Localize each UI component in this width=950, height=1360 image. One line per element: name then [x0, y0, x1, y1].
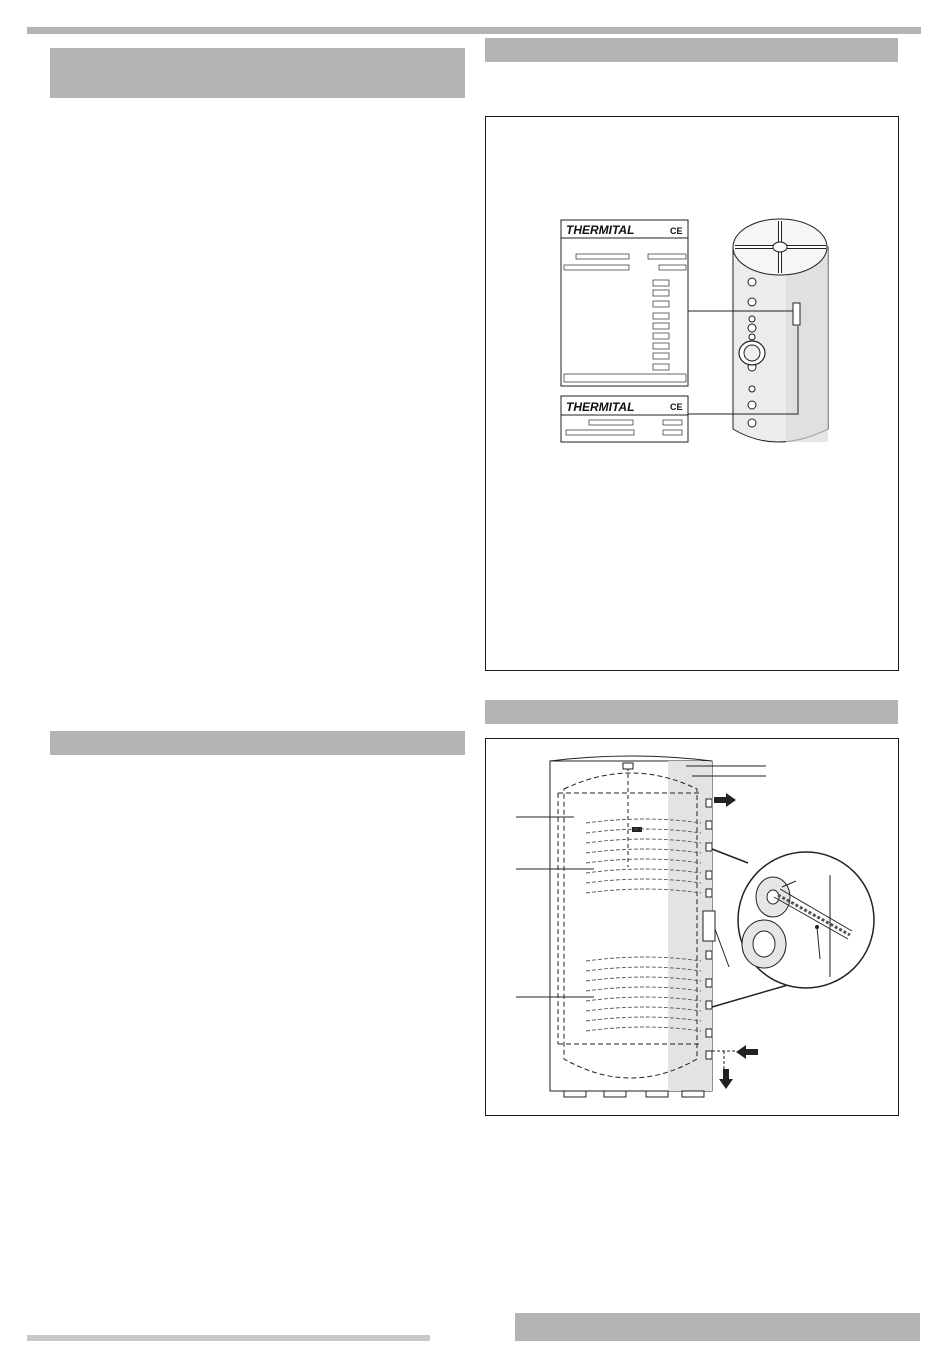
nameplate-small — [561, 396, 688, 442]
tank-body — [550, 756, 715, 1097]
right-section-header-2 — [485, 700, 898, 724]
page-number-tab — [515, 1313, 920, 1341]
figure-tank-cutaway — [485, 738, 899, 1116]
detail-zoom — [712, 849, 874, 1007]
left-section-header-2 — [50, 731, 465, 755]
tank-3d — [733, 219, 828, 442]
top-rule — [27, 27, 921, 34]
bottom-rule — [27, 1335, 430, 1341]
tank-cutaway-illustration — [486, 739, 898, 1115]
nameplate-brand: THERMITAL — [566, 223, 635, 237]
data-plate-illustration — [486, 117, 898, 670]
small-plate-brand: THERMITAL — [566, 400, 635, 414]
left-section-header — [50, 48, 465, 98]
ce-mark: CE — [670, 226, 683, 236]
figure-data-plate — [485, 116, 899, 671]
nameplate-large — [561, 220, 688, 386]
small-ce-mark: CE — [670, 402, 683, 412]
right-section-header — [485, 38, 898, 62]
